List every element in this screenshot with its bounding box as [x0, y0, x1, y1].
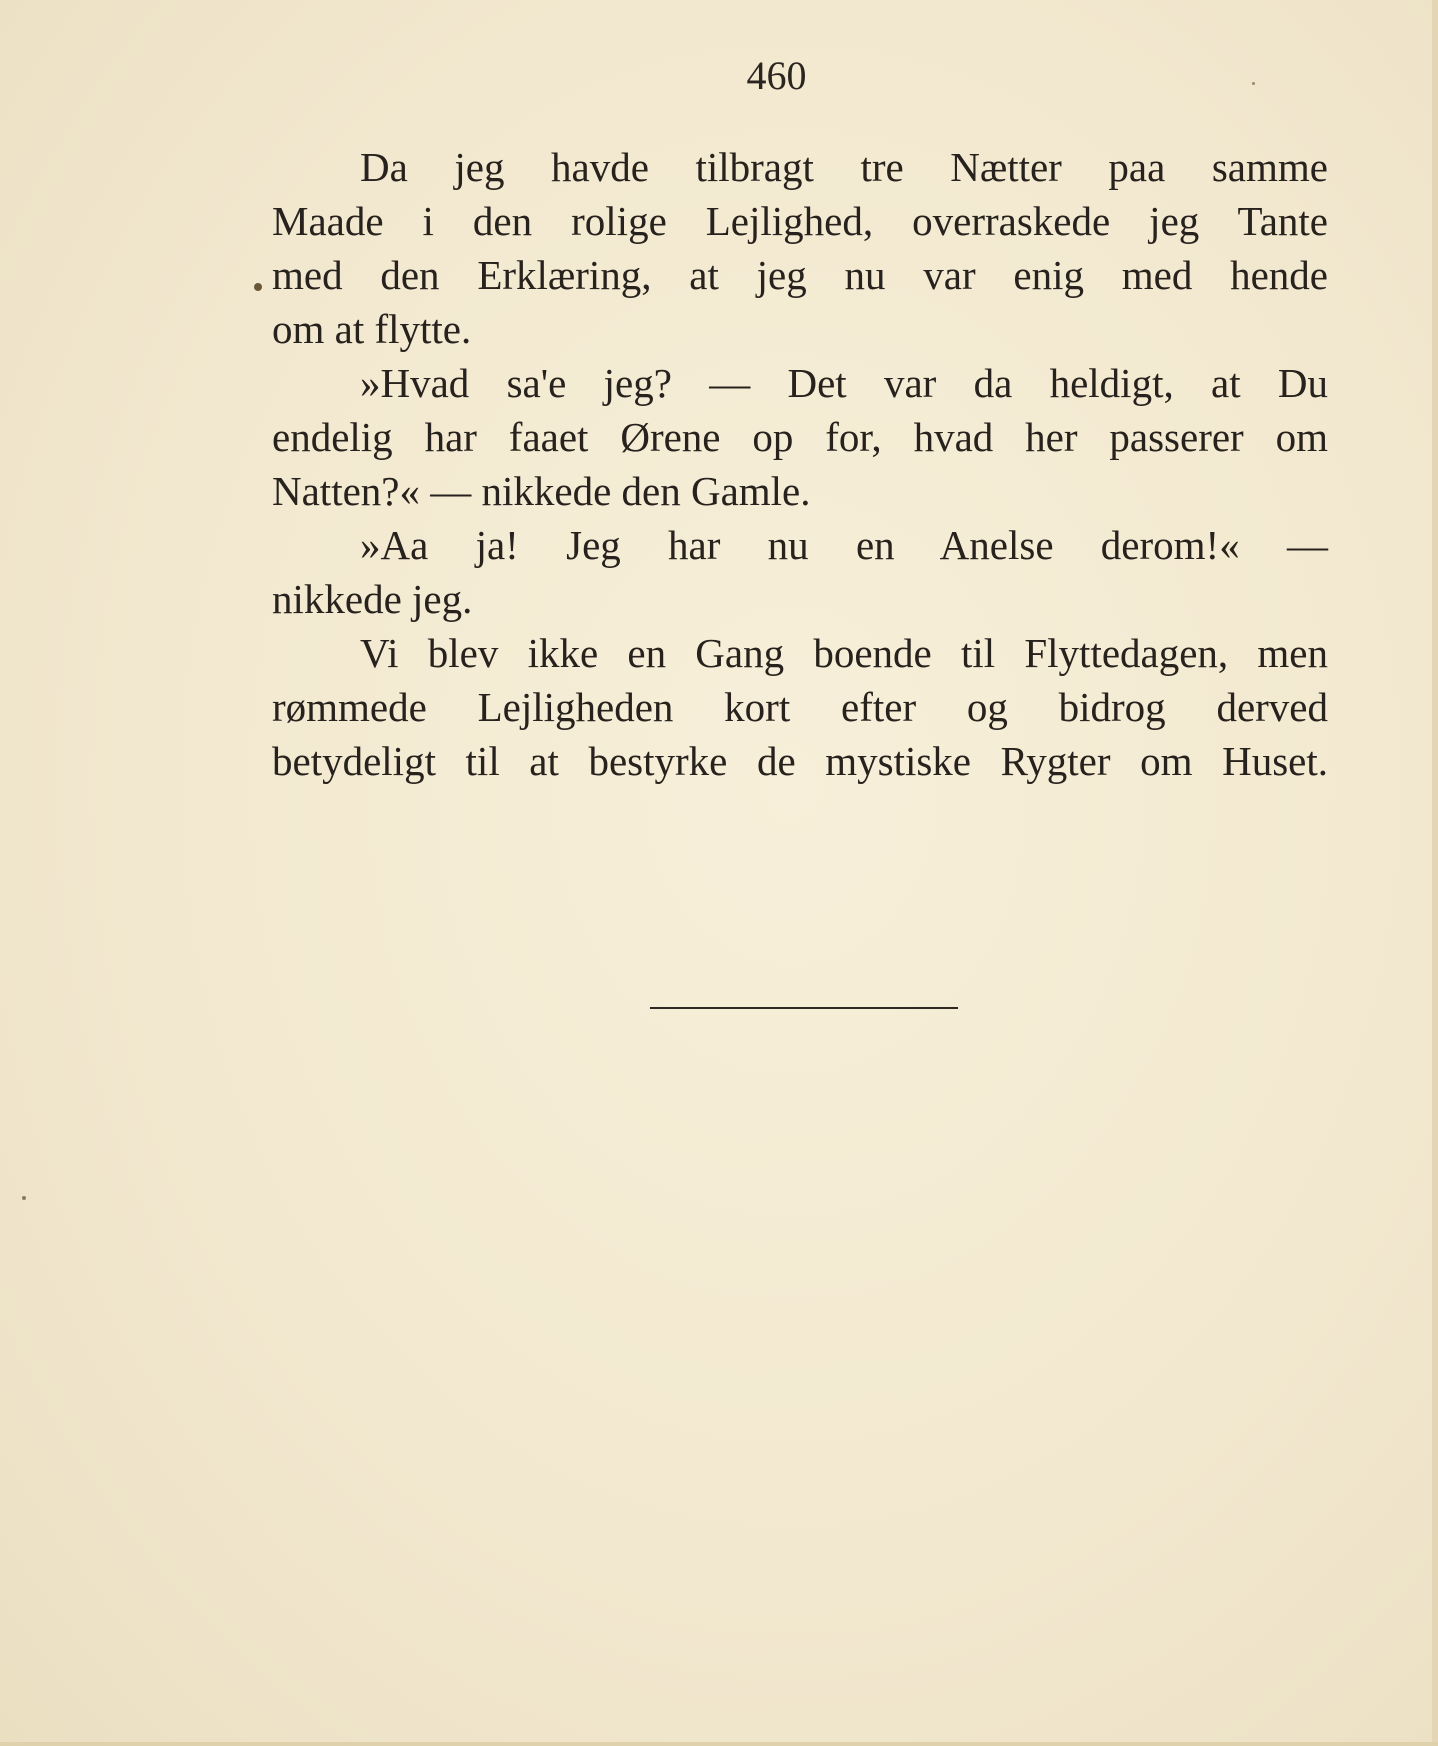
text-line: om at flytte.: [272, 306, 472, 352]
paragraph-1: [272, 140, 1328, 356]
page-number: 460: [746, 53, 807, 98]
text-line: nikkede jeg.: [272, 576, 473, 622]
text-line: betydeligt til at bestyrke de mystiske Rygter om Huset.: [272, 738, 1328, 784]
text-line: endelig har faaet Ørene op for, hvad her passerer om: [272, 414, 1328, 460]
text-line: »Aa ja! Jeg har nu en Anelse derom!« —: [360, 522, 1328, 568]
page-edge-right: [1432, 0, 1438, 1746]
section-divider-rule: [650, 1007, 958, 1009]
text-line: Maade i den rolige Lejlighed, overraskede jeg Tante: [272, 198, 1328, 244]
text-line: Natten?« — nikkede den Gamle.: [272, 468, 811, 514]
page-edge-bottom: [0, 1742, 1438, 1746]
text-line: »Hvad sa'e jeg? — Det var da heldigt, at Du: [360, 360, 1328, 406]
paragraph-4: [272, 626, 1328, 788]
paragraph-3: [272, 518, 1328, 626]
ink-speck: [254, 283, 262, 291]
paragraph-2: [272, 356, 1328, 518]
text-line: med den Erklæring, at jeg nu var enig med hende: [272, 252, 1328, 298]
ink-speck: [1252, 82, 1255, 85]
body-text: [272, 140, 1328, 788]
text-line: Vi blev ikke en Gang boende til Flyttedagen, men: [360, 630, 1328, 676]
text-line: rømmede Lejligheden kort efter og bidrog derved: [272, 684, 1328, 730]
text-line: Da jeg havde tilbragt tre Nætter paa samme: [360, 144, 1328, 190]
ink-speck: [22, 1196, 26, 1200]
